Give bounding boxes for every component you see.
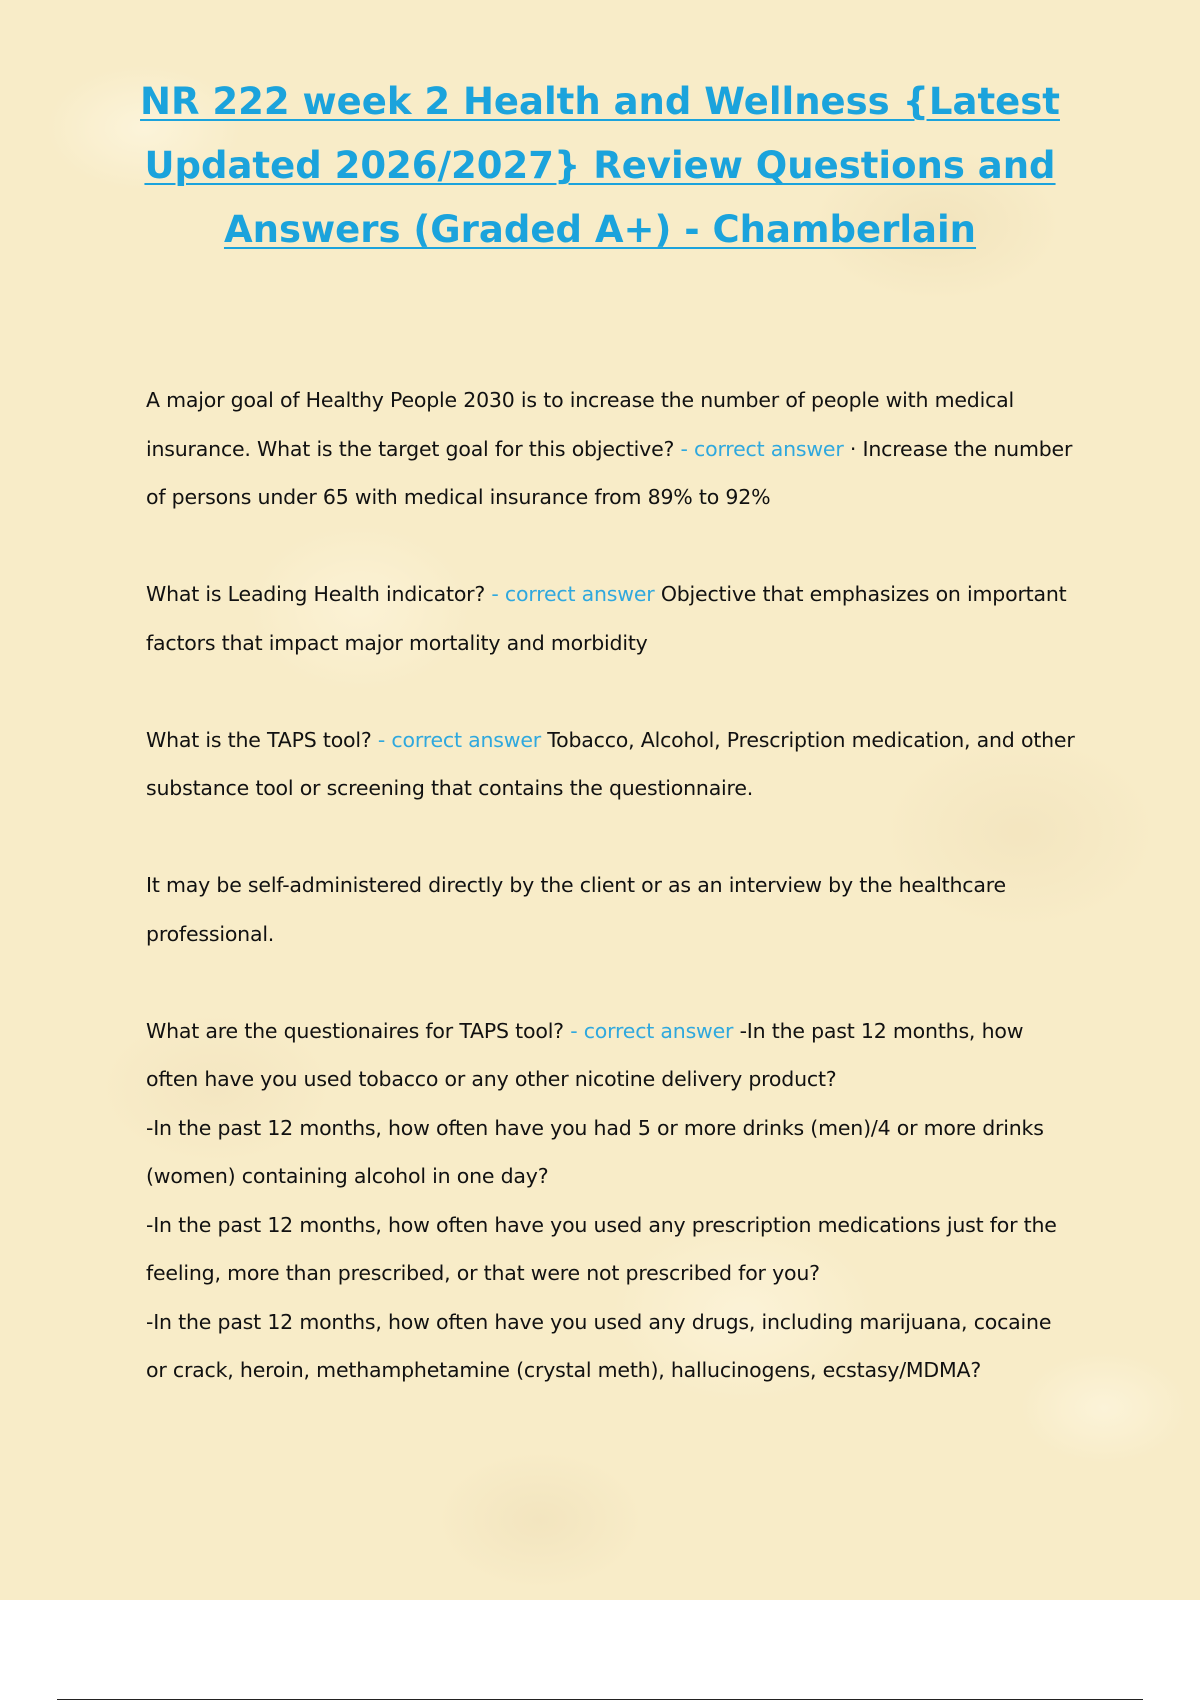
answer-text: Tobacco, Alcohol, Prescription medication, and other substance tool or screening that contains the questionnaire. [146,727,1075,800]
questionnaire-line-alcohol: -In the past 12 months, how often have you had 5 or more drinks (men)/4 or more drinks (women) containing alcohol in one day? [146,1115,1044,1188]
correct-answer-marker: - correct answer [377,727,541,752]
answer-text: -In the past 12 months, how often have you used tobacco or any other nicotine delivery product? [146,1018,1024,1091]
correct-answer-marker: - correct answer [491,582,655,606]
questionnaire-line-drugs: -In the past 12 months, how often have you used any drugs, including marijuana, cocaine or crack, heroin, methamphetamine (crystal meth), hallucinogens, ecstasy/MDMA? [146,1309,1052,1382]
question-text: A major goal of Healthy People 2030 is to increase the number of people with medical insurance. What is the target goal for this objective? [146,388,1015,461]
qa-item-healthy-people [146,376,1076,522]
document-body [146,376,1076,1395]
document-title[interactable]: NR 222 week 2 Health and Wellness {Latest Updated 2026/2027} Review Questions and Answers (Graded A+) - Chamberlain [140,80,1060,251]
question-text: What is the TAPS tool? [146,727,372,752]
qa-item-taps-tool [146,716,1076,813]
questionnaire-line-prescription: -In the past 12 months, how often have you used any prescription medications just for the feeling, more than prescribed, or that were not prescribed for you? [146,1212,1057,1285]
paragraph-text: It may be self-administered directly by the client or as an interview by the healthcare professional. [146,873,1006,946]
qa-item-taps-questionnaires [146,1007,1076,1395]
question-text: What is Leading Health indicator? [146,582,486,606]
correct-answer-marker: - correct answer [570,1018,734,1043]
paragraph-self-administered [146,861,1076,958]
correct-answer-marker: - correct answer [680,436,844,461]
question-text: What are the questionaires for TAPS tool? [146,1018,564,1043]
answer-text: · Increase the number of persons under 65 with medical insurance from 89% to 92% [146,436,1073,509]
qa-item-leading-health-indicator [146,570,1076,667]
answer-text: Objective that emphasizes on important factors that impact major mortality and morbidity [146,582,1067,655]
